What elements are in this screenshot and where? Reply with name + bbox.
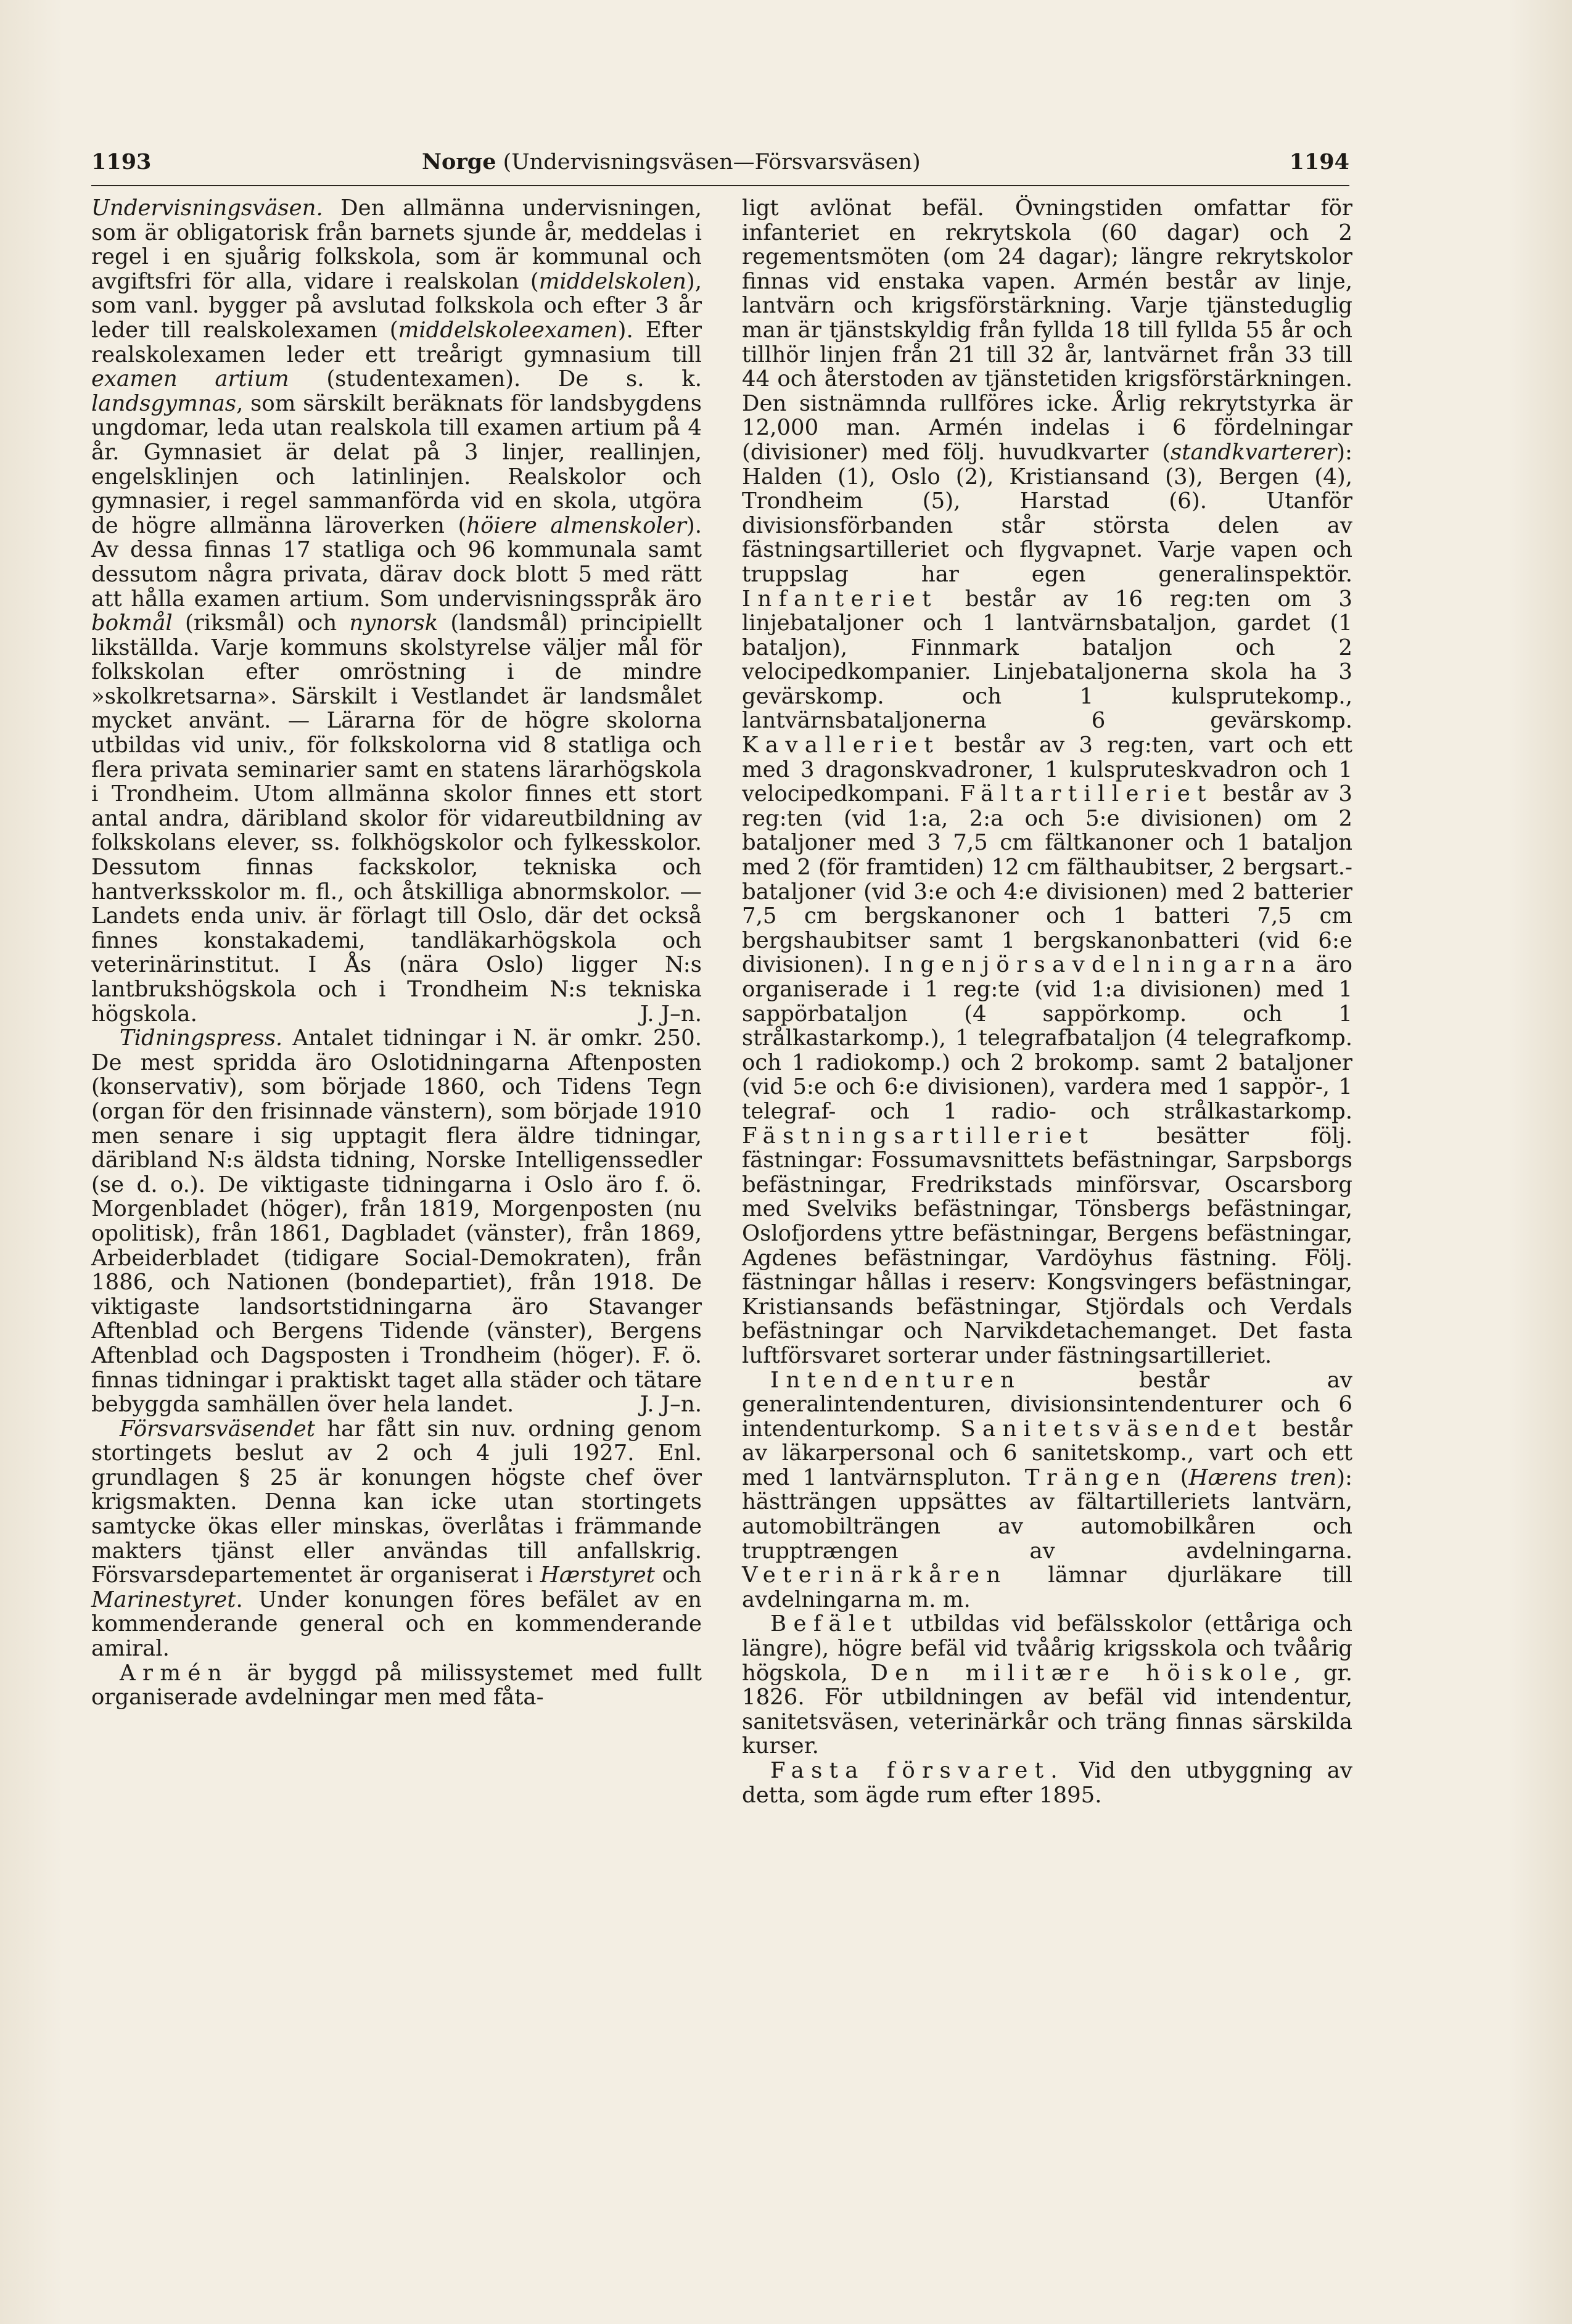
text-run: (landsmål) principiellt likställda. Varje kommuns skolstyrelse väljer mål för folkskolan efter omröstning i de mindre »skolkretsarna». Särskilt i Vestlandet är landsmålet mycket använt. — Lärarna för de högre skolorna utbildas vid univ., för folkskolorna vid 8 statliga och flera privata seminarier samt en statens lärarhögskola i Trondheim. Utom allmänna skolor finnes ett stort antal andra, däribland skolor för vidareutbildning av folkskolans elever, ss. folkhögskolor och fylkesskolor. Dessutom finnas fackskolor, tekniska och hantverksskolor m. fl., och åtskilliga abnormskolor. — Landets enda univ. är förlagt till Oslo, där det också finnes konstakademi, tandläkarhögskola och veterinärinstitut. I Ås (nära Oslo) ligger N:s lantbrukshögskola och i Trondheim N:s tekniska högskola. [91,610,702,1027]
spaced-heading: Intendenturen [770,1367,1022,1393]
text-run: besätter följ. fästningar: Fossumavsnittets befästningar, Sarpsborgs befästningar, Fredrikstads minförsvar, Oscarsborg med Svelviks befästningar, Tönsbergs befästningar, Oslofjordens yttre befästningar, Bergens befästningar, Agdenes befästningar, Vardöyhus fästning. Följ. fästningar hållas i reserv: Kongsvingers befästningar, Kristiansands befästningar, Stjördals och Verdals befästningar och Narvikdetachemanget. Det fasta luftförsvaret sorterar under fästningsartilleriet. [742,1123,1352,1368]
page-header [91,143,1349,180]
text-run: består av 16 reg:ten om 3 linjebataljoner och 1 lantvärnsbataljon, gardet (1 bataljon), Finnmark bataljon och 2 velocipedkompanier. Linjebataljonerna skola ha 3 gevärskomp. och 1 kulsprutekomp., lantvärnsbataljonerna 6 gevärskomp. [742,586,1352,734]
running-title [422,149,921,175]
spaced-heading: Trängen [1024,1464,1167,1490]
spaced-heading: Armén [120,1660,229,1686]
spaced-heading: Fästningsartilleriet [742,1123,1095,1149]
paragraph-intendenturen [742,1368,1352,1612]
text-run: Marinestyret [91,1587,236,1612]
left-column [91,196,702,1710]
text-run: bokmål [91,610,173,636]
text-run: (studentexamen). De s. k. [289,366,702,392]
spaced-heading: Kavalleriet [742,733,940,758]
text-run: utbildas vid befälsskolor (ettåriga och längre), högre befäl vid tvåårig krigsskola och tvåårig högskola, [742,1611,1352,1686]
paragraph-forsvarsvasendet [91,1417,702,1661]
author-signature: J. J–n. [640,1392,702,1418]
spaced-heading: Veterinärkåren [742,1562,1008,1588]
paragraph-undervisningsvasen [91,196,702,1026]
text-run: examen artium [91,366,289,392]
text-run: (riksmål) och [172,610,350,636]
section-heading: Tidningspress. [120,1025,283,1051]
text-run: äro organiserade i 1 reg:te (vid 1:a divisionen) med 1 sappörbataljon (4 sappörkomp. och 1 strålkastarkomp.), 1 telegrafbataljon (4 telegrafkomp. och 1 radiokomp.) och 2 brokomp. samt 2 bataljoner (vid 5:e och 6:e divisionen), vardera med 1 sappör-, 1 telegraf- och 1 radio- och strålkastarkomp. [742,952,1353,1124]
text-run: består av 3 reg:ten, vart och ett med 3 dragonskvadroner, 1 kulspruteskvadron och 1 velocipedkompani. [742,733,1352,807]
right-column [742,196,1352,1807]
page-number-right: 1194 [1289,149,1349,175]
running-title-main: Norge [422,149,496,175]
spaced-heading: Fältartilleriet [960,781,1213,807]
text-run: , gr. 1826. För utbildningen av befäl vid intendentur, sanitetsväsen, veterinärkår och träng finnas särskilda kurser. [742,1660,1352,1759]
header-rule [91,185,1349,186]
page-number-left: 1193 [91,149,152,175]
text-run: och [654,1562,702,1588]
spaced-heading: Infanteriet [742,586,938,612]
paragraph-armen [91,1661,702,1710]
text-run: Hærens tren [1188,1464,1337,1490]
text-run: ligt avlönat befäl. Övningstiden omfattar för infanteriet en rekrytskola (60 dagar) och 2 regementsmöten (om 24 dagar); längre rekrytskolor finnas vid enstaka vapen. Armén består av linje, lantvärn och krigsförstärkning. Varje tjänsteduglig man är tjänstskyldig från fyllda 18 till fyllda 55 år och tillhör linjen från 21 till 32 år, lantvärnet från 33 till 44 och återstoden av tjänstetiden krigsförstärkningen. Den sistnämnda rullföres icke. Årlig rekrytstyrka är 12,000 man. Armén indelas i 6 fördelningar (divisioner) med följ. huvudkvarter ( [742,195,1352,465]
spaced-heading: Den militære höiskole [870,1660,1294,1686]
text-run: Hærstyret [540,1562,655,1588]
text-run: består av läkarpersonal och 6 sanitetskomp., vart och ett med 1 lantvärnspluton. [742,1416,1352,1490]
text-run: Vid den utbyggning av detta, som ägde rum efter 1895. [742,1758,1352,1808]
text-run: ). Efter realskolexamen leder ett treårigt gymnasium till [91,317,702,367]
paragraph-armen-continued [742,196,1352,1368]
text-run: ): hästträngen uppsättes av fältartilleriets lantvärn, automobilträngen av automobilkåren och trupptrængen av avdelningarna. [742,1464,1352,1564]
text-run: ( [1167,1464,1189,1490]
text-run: lämnar djurläkare till avdelningarna m. m. [742,1562,1352,1612]
text-run: middelskolen [538,268,686,294]
text-run: middelskoleexamen [398,317,618,343]
spaced-heading: Befälet [770,1611,899,1637]
text-run: , som särskilt beräknats för landsbygdens ungdomar, leda utan realskola till examen artium på 4 år. Gymnasiet är delat på 3 linjer, reallinjen, engelsklinjen och latinlinjen. Realskolor och gymnasier, i regel sammanförda vid en skola, utgöra de högre allmänna läroverken ( [91,390,702,538]
author-signature: J. J–n. [640,1001,702,1027]
paragraph-befalet [742,1612,1352,1759]
text-run: ). Av dessa finnas 17 statliga och 96 kommunala samt dessutom några privata, därav dock blott 5 med rätt att hålla examen artium. Som undervisningsspråk äro [91,512,702,612]
text-run: ), som vanl. bygger på avslutad folkskola och efter 3 år leder till realskolexamen ( [91,268,702,343]
text-run: Antalet tidningar i N. är omkr. 250. De mest spridda äro Oslotidningarna Aftenposten (konservativ), som började 1860, och Tidens Tegn (organ för den frisinnade vänstern), som började 1910 men senare i sig upptagit flera äldre tidningar, däribland N:s äldsta tidning, Norske Intelligenssedler (se d. o.). De viktigaste tidningarna i Oslo äro f. ö. Morgenbladet (höger), från 1819, Morgenposten (nu opolitisk), från 1861, Dagbladet (vänster), från 1869, Arbeiderbladet (tidigare Social-Demokraten), från 1886, och Nationen (bondepartiet), från 1918. De viktigaste landsortstidningarna äro Stavanger Aftenblad och Bergens Tidende (vänster), Bergens Aftenblad och Dagsposten i Trondheim (höger). F. ö. finnas tidningar i praktiskt taget alla städer och tätare bebyggda samhällen över hela landet. [91,1025,702,1418]
section-heading: Försvarsväsendet [120,1416,315,1442]
text-run: ): Halden (1), Oslo (2), Kristiansand (3), Bergen (4), Trondheim (5), Harstad (6). Utanför divisionsförbanden står största delen av fästningsartilleriet och flygvapnet. Varje vapen och truppslag har egen generalinspektör. [742,439,1352,587]
spaced-heading: Ingenjörsavdelningarna [883,952,1303,978]
text-run: standkvarterer [1171,439,1337,465]
text-run: . Under konungen föres befälet av en kommenderande general och en kommenderande amiral. [91,1587,702,1662]
running-title-sub: (Undervisningsväsen—Försvarsväsen) [496,150,921,175]
text-run: har fått sin nuv. ordning genom stortingets beslut av 2 och 4 juli 1927. Enl. grundlagen § 25 är konungen högste chef över krigsmakten. Denna kan icke utan stortingets samtycke ökas eller minskas, överlåtas i främmande makters tjänst eller användas till anfallskrig. Försvarsdepartementet är organiserat i [91,1416,702,1588]
text-run: Den allmänna undervisningen, som är obligatorisk från barnets sjunde år, meddelas i regel i en sjuårig folkskola, som är kommunal och avgiftsfri för alla, vidare i realskolan ( [91,195,702,294]
text-run: består av 3 reg:ten (vid 1:a, 2:a och 5:e divisionen) om 2 bataljoner med 3 7,5 cm fältkanoner och 1 bataljon med 2 (för framtiden) 12 cm fälthaubitser, 2 bergsart.-bataljoner (vid 3:e och 4:e divisionen) med 2 batterier 7,5 cm bergskanoner och 1 batteri 7,5 cm bergshaubitser samt 1 bergskanonbatteri (vid 6:e divisionen). [742,781,1352,978]
text-run: landsgymnas [91,390,237,416]
text-run: är byggd på milissystemet med fullt organiserade avdelningar men med fåta- [91,1660,702,1710]
text-run: består av generalintendenturen, divisionsintendenturer och 6 intendenturkomp. [742,1367,1352,1442]
paragraph-fasta-forsvaret [742,1759,1352,1807]
text-run: nynorsk [349,610,438,636]
spaced-heading: Fasta försvaret. [770,1758,1064,1783]
section-heading: Undervisningsväsen. [91,195,323,221]
spaced-heading: Sanitetsväsendet [960,1416,1263,1442]
text-run: höiere almenskoler [466,512,686,538]
paragraph-tidningspress [91,1026,702,1417]
